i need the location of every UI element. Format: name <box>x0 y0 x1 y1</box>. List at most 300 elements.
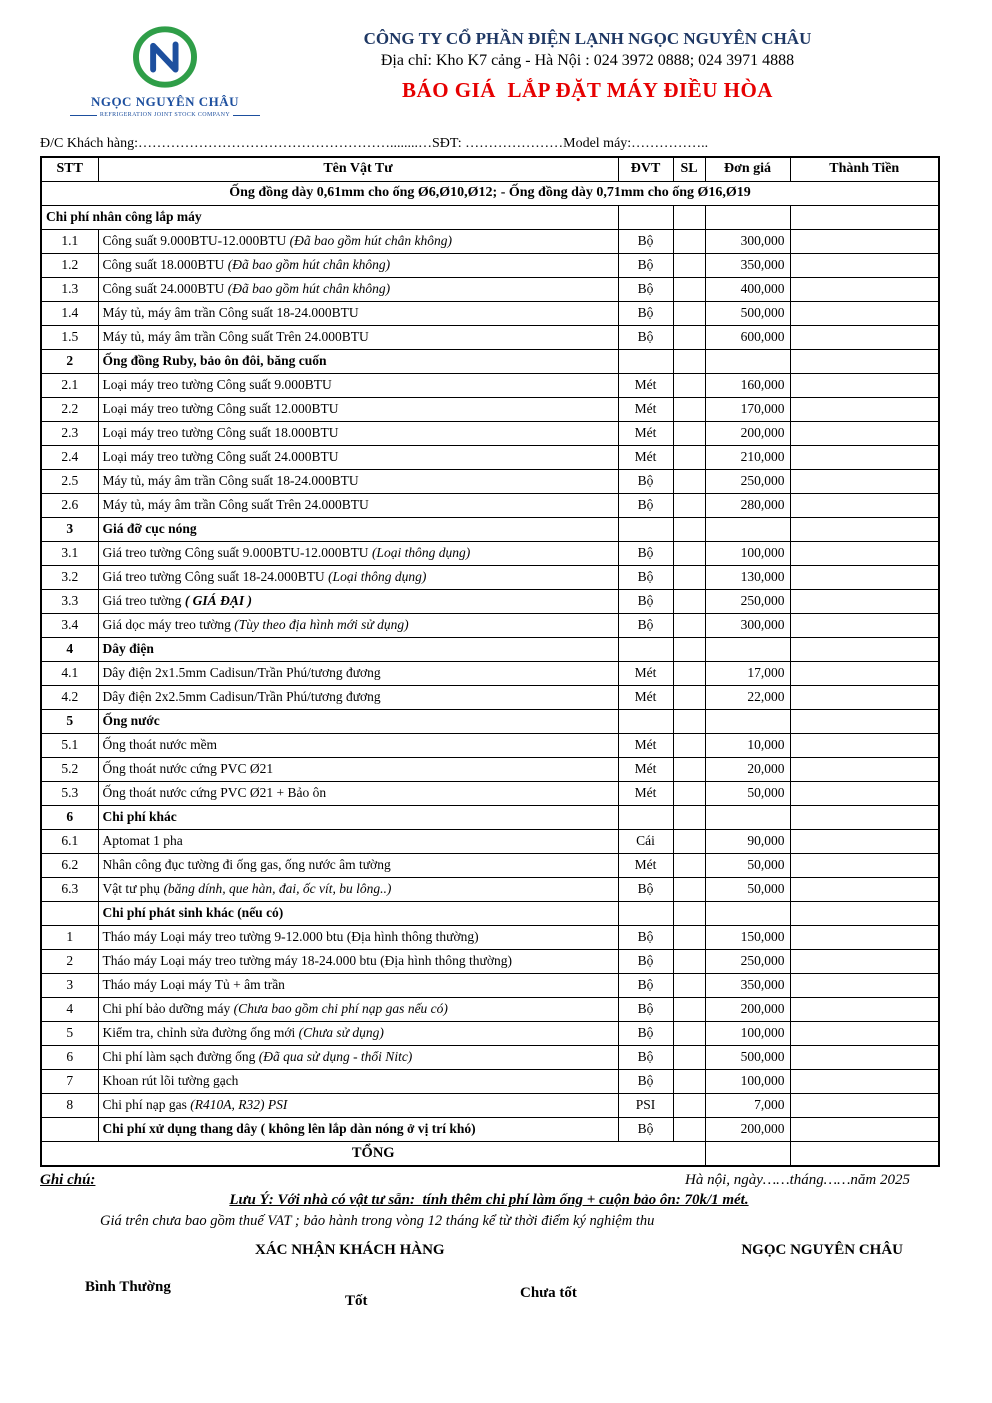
company-signature-label: NGỌC NGUYÊN CHÂU <box>741 1242 903 1258</box>
logo-icon <box>132 26 198 88</box>
row-total <box>790 878 939 902</box>
row-stt: 3.2 <box>41 566 98 590</box>
table-row <box>41 710 939 734</box>
row-total <box>790 998 939 1022</box>
row-sl <box>673 734 705 758</box>
row-total <box>790 782 939 806</box>
row-price <box>705 806 790 830</box>
row-stt: 4.2 <box>41 686 98 710</box>
row-total <box>790 614 939 638</box>
row-price: 130,000 <box>705 566 790 590</box>
row-sl <box>673 854 705 878</box>
row-stt: 3.1 <box>41 542 98 566</box>
customer-info-line <box>40 136 938 152</box>
item-name: Tháo máy Loại máy treo tường 9-12.000 btu (Địa hình thông thường) <box>98 926 618 950</box>
row-stt: 2.5 <box>41 470 98 494</box>
logo-subtitle-text: REFRIGERATION JOINT STOCK COMPANY <box>99 112 231 118</box>
row-total <box>790 734 939 758</box>
row-price: 300,000 <box>705 614 790 638</box>
row-total <box>790 638 939 662</box>
row-price: 100,000 <box>705 542 790 566</box>
table-row <box>41 1118 939 1142</box>
item-name: Giá treo tường ( GIÁ ĐẠI ) <box>98 590 618 614</box>
row-dvt <box>618 638 673 662</box>
pipe-spec-banner: Ống đồng dày 0,61mm cho ống Ø6,Ø10,Ø12; - Ống đồng dày 0,71mm cho ống Ø16,Ø19 <box>41 182 939 206</box>
section-title: Chi phí phát sinh khác (nếu có) <box>98 902 618 926</box>
row-price: 20,000 <box>705 758 790 782</box>
row-price: 200,000 <box>705 998 790 1022</box>
table-row <box>41 902 939 926</box>
row-dvt <box>618 350 673 374</box>
signature-row <box>40 1242 938 1259</box>
row-total <box>790 926 939 950</box>
item-name: Aptomat 1 pha <box>98 830 618 854</box>
row-sl <box>673 998 705 1022</box>
customer-phone-field: SĐT: ………………… <box>431 136 564 151</box>
row-dvt: Bộ <box>618 470 673 494</box>
row-dvt: Bộ <box>618 1046 673 1070</box>
logo-divider-right <box>233 115 260 116</box>
doc-header <box>40 26 938 136</box>
row-stt: 1 <box>41 926 98 950</box>
row-dvt: Mét <box>618 782 673 806</box>
row-total <box>790 1142 939 1167</box>
table-row <box>41 782 939 806</box>
row-total <box>790 230 939 254</box>
table-row <box>41 638 939 662</box>
item-name: Khoan rút lõi tường gạch <box>98 1070 618 1094</box>
row-total <box>790 206 939 230</box>
row-total <box>790 278 939 302</box>
row-dvt: Bộ <box>618 278 673 302</box>
row-stt: 6 <box>41 806 98 830</box>
row-total <box>790 470 939 494</box>
row-dvt: Bộ <box>618 998 673 1022</box>
row-stt: 2.3 <box>41 422 98 446</box>
row-total <box>790 806 939 830</box>
rating-row <box>40 1279 938 1324</box>
company-logo <box>70 26 260 118</box>
row-dvt <box>618 710 673 734</box>
customer-signature-label: XÁC NHẬN KHÁCH HÀNG <box>255 1242 445 1258</box>
row-price: 170,000 <box>705 398 790 422</box>
table-row <box>41 686 939 710</box>
row-stt: 6.1 <box>41 830 98 854</box>
row-stt: 5.3 <box>41 782 98 806</box>
table-row <box>41 278 939 302</box>
row-price <box>705 206 790 230</box>
item-name: Loại máy treo tường Công suất 12.000BTU <box>98 398 618 422</box>
row-stt: 2 <box>41 950 98 974</box>
row-price: 10,000 <box>705 734 790 758</box>
row-stt: 4 <box>41 638 98 662</box>
doc-footer <box>40 1172 938 1324</box>
row-sl <box>673 1094 705 1118</box>
row-stt: 5 <box>41 710 98 734</box>
row-dvt: Bộ <box>618 254 673 278</box>
table-row <box>41 1094 939 1118</box>
row-sl <box>673 518 705 542</box>
row-stt: 4 <box>41 998 98 1022</box>
table-row <box>41 1022 939 1046</box>
row-price: 100,000 <box>705 1022 790 1046</box>
footer-line-1 <box>40 1172 938 1189</box>
row-price: 210,000 <box>705 446 790 470</box>
item-name: Công suất 24.000BTU (Đã bao gồm hút chân không) <box>98 278 618 302</box>
row-stt: 6.2 <box>41 854 98 878</box>
table-row <box>41 614 939 638</box>
table-row <box>41 926 939 950</box>
row-total <box>790 542 939 566</box>
row-stt: 1.5 <box>41 326 98 350</box>
row-stt: 2.2 <box>41 398 98 422</box>
date-line: Hà nội, ngày……tháng……năm 2025 <box>684 1172 910 1188</box>
row-dvt: Mét <box>618 734 673 758</box>
row-total <box>790 1070 939 1094</box>
item-name: Chi phí nạp gas (R410A, R32) PSI <box>98 1094 618 1118</box>
row-dvt: Mét <box>618 662 673 686</box>
row-sl <box>673 494 705 518</box>
row-price: 250,000 <box>705 470 790 494</box>
item-name: Giá treo tường Công suất 18-24.000BTU (Loại thông dụng) <box>98 566 618 590</box>
section-title: Chi phí nhân công lắp máy <box>41 206 618 230</box>
item-name: Nhân công đục tường đi ống gas, ống nước âm tường <box>98 854 618 878</box>
row-sl <box>673 566 705 590</box>
table-row <box>41 470 939 494</box>
table-row <box>41 734 939 758</box>
row-price: 600,000 <box>705 326 790 350</box>
row-total <box>790 950 939 974</box>
table-row <box>41 350 939 374</box>
table-row <box>41 1070 939 1094</box>
row-price <box>705 350 790 374</box>
row-sl <box>673 350 705 374</box>
table-row <box>41 854 939 878</box>
row-dvt <box>618 518 673 542</box>
row-price: 400,000 <box>705 278 790 302</box>
row-total <box>790 566 939 590</box>
col-header-stt: STT <box>41 157 98 182</box>
row-stt: 4.1 <box>41 662 98 686</box>
row-sl <box>673 902 705 926</box>
item-name: Tháo máy Loại máy Tủ + âm trần <box>98 974 618 998</box>
row-dvt: Mét <box>618 422 673 446</box>
total-label: TỔNG <box>41 1142 705 1167</box>
section-title: Ống nước <box>98 710 618 734</box>
table-row <box>41 422 939 446</box>
row-stt: 6.3 <box>41 878 98 902</box>
row-dvt: Mét <box>618 374 673 398</box>
row-stt: 2.6 <box>41 494 98 518</box>
row-total <box>790 974 939 998</box>
row-total <box>790 854 939 878</box>
item-name: Chi phí xử dụng thang dây ( không lên lắp dàn nóng ở vị trí khó) <box>98 1118 618 1142</box>
table-row <box>41 518 939 542</box>
row-dvt: Cái <box>618 830 673 854</box>
row-sl <box>673 830 705 854</box>
table-row <box>41 758 939 782</box>
row-total <box>790 1022 939 1046</box>
row-price <box>705 1142 790 1167</box>
col-header-price: Đơn giá <box>705 157 790 182</box>
row-total <box>790 422 939 446</box>
row-total <box>790 830 939 854</box>
table-row <box>41 302 939 326</box>
document-title: BÁO GIÁ LẮP ĐẶT MÁY ĐIỀU HÒA <box>402 78 773 102</box>
section-title: Ống đồng Ruby, bảo ôn đôi, băng cuốn <box>98 350 618 374</box>
row-total <box>790 710 939 734</box>
quotation-table <box>40 156 940 1167</box>
attention-line: Lưu Ý: Với nhà có vật tư sẵn: tính thêm chi phí làm ống + cuộn bảo ôn: 70k/1 mét. <box>229 1192 749 1208</box>
item-name: Máy tủ, máy âm trần Công suất Trên 24.000BTU <box>98 326 618 350</box>
row-price: 200,000 <box>705 422 790 446</box>
item-name: Công suất 18.000BTU (Đã bao gồm hút chân không) <box>98 254 618 278</box>
item-name: Chi phí bảo dưỡng máy (Chưa bao gồm chi phí nạp gas nếu có) <box>98 998 618 1022</box>
table-row <box>41 206 939 230</box>
table-row <box>41 998 939 1022</box>
row-dvt: Bộ <box>618 950 673 974</box>
item-name: Vật tư phụ (băng dính, que hàn, đai, ốc vít, bu lông..) <box>98 878 618 902</box>
row-stt: 3 <box>41 974 98 998</box>
row-sl <box>673 1022 705 1046</box>
row-sl <box>673 590 705 614</box>
section-title: Giá đỡ cục nóng <box>98 518 618 542</box>
row-dvt: Bộ <box>618 878 673 902</box>
row-total <box>790 1046 939 1070</box>
row-sl <box>673 278 705 302</box>
row-dvt: Bộ <box>618 1022 673 1046</box>
item-name: Máy tủ, máy âm trần Công suất 18-24.000BTU <box>98 470 618 494</box>
row-dvt: Bộ <box>618 1118 673 1142</box>
row-dvt: Bộ <box>618 326 673 350</box>
row-sl <box>673 1118 705 1142</box>
table-row <box>41 1142 939 1167</box>
row-total <box>790 254 939 278</box>
row-dvt: Bộ <box>618 542 673 566</box>
col-header-name: Tên Vật Tư <box>98 157 618 182</box>
row-stt: 1.2 <box>41 254 98 278</box>
row-dvt: Bộ <box>618 614 673 638</box>
row-total <box>790 446 939 470</box>
row-total <box>790 374 939 398</box>
row-price: 90,000 <box>705 830 790 854</box>
row-price: 300,000 <box>705 230 790 254</box>
row-price: 160,000 <box>705 374 790 398</box>
row-stt: 3 <box>41 518 98 542</box>
row-sl <box>673 542 705 566</box>
rating-normal-label: Bình Thường <box>85 1279 171 1295</box>
row-sl <box>673 398 705 422</box>
row-total <box>790 758 939 782</box>
row-sl <box>673 686 705 710</box>
item-name: Loại máy treo tường Công suất 9.000BTU <box>98 374 618 398</box>
table-row <box>41 254 939 278</box>
row-total <box>790 902 939 926</box>
row-sl <box>673 950 705 974</box>
table-row <box>41 374 939 398</box>
row-price: 50,000 <box>705 782 790 806</box>
col-header-dvt: ĐVT <box>618 157 673 182</box>
section-title: Chi phí khác <box>98 806 618 830</box>
row-sl <box>673 782 705 806</box>
row-dvt: Bộ <box>618 230 673 254</box>
item-name: Kiểm tra, chỉnh sửa đường ống mới (Chưa sử dụng) <box>98 1022 618 1046</box>
table-row <box>41 590 939 614</box>
row-stt: 2 <box>41 350 98 374</box>
row-dvt <box>618 806 673 830</box>
item-name: Dây điện 2x2.5mm Cadisun/Trần Phú/tương đương <box>98 686 618 710</box>
row-stt: 3.3 <box>41 590 98 614</box>
row-stt <box>41 902 98 926</box>
row-sl <box>673 710 705 734</box>
row-total <box>790 326 939 350</box>
table-row <box>41 974 939 998</box>
row-price: 250,000 <box>705 950 790 974</box>
row-dvt <box>618 902 673 926</box>
customer-model-field: Model máy:…………….. <box>563 136 709 151</box>
row-price: 22,000 <box>705 686 790 710</box>
item-name: Ống thoát nước cứng PVC Ø21 + Bảo ôn <box>98 782 618 806</box>
company-address: Địa chỉ: Kho K7 cảng - Hà Nội : 024 3972 0888; 024 3971 4888 <box>380 52 795 69</box>
row-total <box>790 662 939 686</box>
company-name: CÔNG TY CỔ PHẦN ĐIỆN LẠNH NGỌC NGUYÊN CHÂU <box>363 29 812 48</box>
row-sl <box>673 230 705 254</box>
table-row <box>41 878 939 902</box>
row-dvt: Bộ <box>618 926 673 950</box>
notes-label: Ghi chú: <box>40 1172 96 1188</box>
item-name: Loại máy treo tường Công suất 24.000BTU <box>98 446 618 470</box>
row-dvt: Mét <box>618 854 673 878</box>
row-dvt: Bộ <box>618 1070 673 1094</box>
row-stt: 1.1 <box>41 230 98 254</box>
row-sl <box>673 374 705 398</box>
item-name: Dây điện 2x1.5mm Cadisun/Trần Phú/tương đương <box>98 662 618 686</box>
col-header-total: Thành Tiền <box>790 157 939 182</box>
row-total <box>790 686 939 710</box>
row-price: 350,000 <box>705 974 790 998</box>
row-stt: 2.1 <box>41 374 98 398</box>
row-price: 500,000 <box>705 302 790 326</box>
row-price: 150,000 <box>705 926 790 950</box>
row-sl <box>673 926 705 950</box>
row-total <box>790 1094 939 1118</box>
row-price: 250,000 <box>705 590 790 614</box>
row-sl <box>673 254 705 278</box>
item-name: Tháo máy Loại máy treo tường máy 18-24.000 btu (Địa hình thông thường) <box>98 950 618 974</box>
header-center <box>265 29 910 103</box>
row-sl <box>673 614 705 638</box>
row-dvt: Mét <box>618 758 673 782</box>
row-stt: 1.4 <box>41 302 98 326</box>
item-name: Chi phí làm sạch đường ống (Đã qua sử dụng - thổi Nitc) <box>98 1046 618 1070</box>
row-total <box>790 590 939 614</box>
table-header-row <box>41 157 939 182</box>
row-price: 350,000 <box>705 254 790 278</box>
row-total <box>790 350 939 374</box>
row-price <box>705 518 790 542</box>
item-name: Máy tủ, máy âm trần Công suất 18-24.000BTU <box>98 302 618 326</box>
row-stt: 6 <box>41 1046 98 1070</box>
quote-table-body <box>41 182 939 1167</box>
table-row <box>41 542 939 566</box>
row-sl <box>673 974 705 998</box>
row-stt: 8 <box>41 1094 98 1118</box>
row-stt: 2.4 <box>41 446 98 470</box>
row-dvt: Bộ <box>618 566 673 590</box>
item-name: Máy tủ, máy âm trần Công suất Trên 24.000BTU <box>98 494 618 518</box>
logo-divider-left <box>70 115 97 116</box>
row-dvt: Mét <box>618 686 673 710</box>
row-sl <box>673 1046 705 1070</box>
row-total <box>790 302 939 326</box>
row-sl <box>673 878 705 902</box>
table-row <box>41 662 939 686</box>
row-dvt: Bộ <box>618 974 673 998</box>
item-name: Ống thoát nước cứng PVC Ø21 <box>98 758 618 782</box>
row-total <box>790 494 939 518</box>
table-row <box>41 230 939 254</box>
table-row <box>41 326 939 350</box>
row-total <box>790 398 939 422</box>
row-dvt: Bộ <box>618 590 673 614</box>
table-row <box>41 950 939 974</box>
table-row <box>41 182 939 206</box>
row-price: 200,000 <box>705 1118 790 1142</box>
logo-company-name: NGỌC NGUYÊN CHÂU <box>90 94 240 109</box>
row-dvt: Mét <box>618 446 673 470</box>
logo-subtitle <box>70 112 260 118</box>
row-price: 100,000 <box>705 1070 790 1094</box>
row-price: 50,000 <box>705 878 790 902</box>
row-sl <box>673 206 705 230</box>
row-sl <box>673 326 705 350</box>
rating-good-label: Tốt <box>345 1293 368 1309</box>
row-sl <box>673 470 705 494</box>
row-price: 50,000 <box>705 854 790 878</box>
row-stt: 1.3 <box>41 278 98 302</box>
row-price <box>705 710 790 734</box>
col-header-sl: SL <box>673 157 705 182</box>
item-name: Công suất 9.000BTU-12.000BTU (Đã bao gồm hút chân không) <box>98 230 618 254</box>
table-row <box>41 398 939 422</box>
row-sl <box>673 806 705 830</box>
row-dvt: Mét <box>618 398 673 422</box>
vat-note: Giá trên chưa bao gồm thuế VAT ; bảo hành trong vòng 12 tháng kể từ thời điểm ký nghiệm thu <box>100 1213 655 1229</box>
row-stt: 7 <box>41 1070 98 1094</box>
table-row <box>41 494 939 518</box>
table-row <box>41 1046 939 1070</box>
item-name: Ống thoát nước mềm <box>98 734 618 758</box>
item-name: Loại máy treo tường Công suất 18.000BTU <box>98 422 618 446</box>
row-sl <box>673 1070 705 1094</box>
row-price <box>705 902 790 926</box>
row-price: 7,000 <box>705 1094 790 1118</box>
table-row <box>41 830 939 854</box>
row-price: 500,000 <box>705 1046 790 1070</box>
row-sl <box>673 638 705 662</box>
row-stt: 5 <box>41 1022 98 1046</box>
row-total <box>790 1118 939 1142</box>
customer-name-field: Đ/C Khách hàng:………………………………………………........… <box>40 136 432 151</box>
section-title: Dây điện <box>98 638 618 662</box>
row-sl <box>673 302 705 326</box>
item-name: Giá treo tường Công suất 9.000BTU-12.000BTU (Loại thông dụng) <box>98 542 618 566</box>
table-row <box>41 806 939 830</box>
row-sl <box>673 662 705 686</box>
table-row <box>41 446 939 470</box>
row-stt: 3.4 <box>41 614 98 638</box>
table-row <box>41 566 939 590</box>
